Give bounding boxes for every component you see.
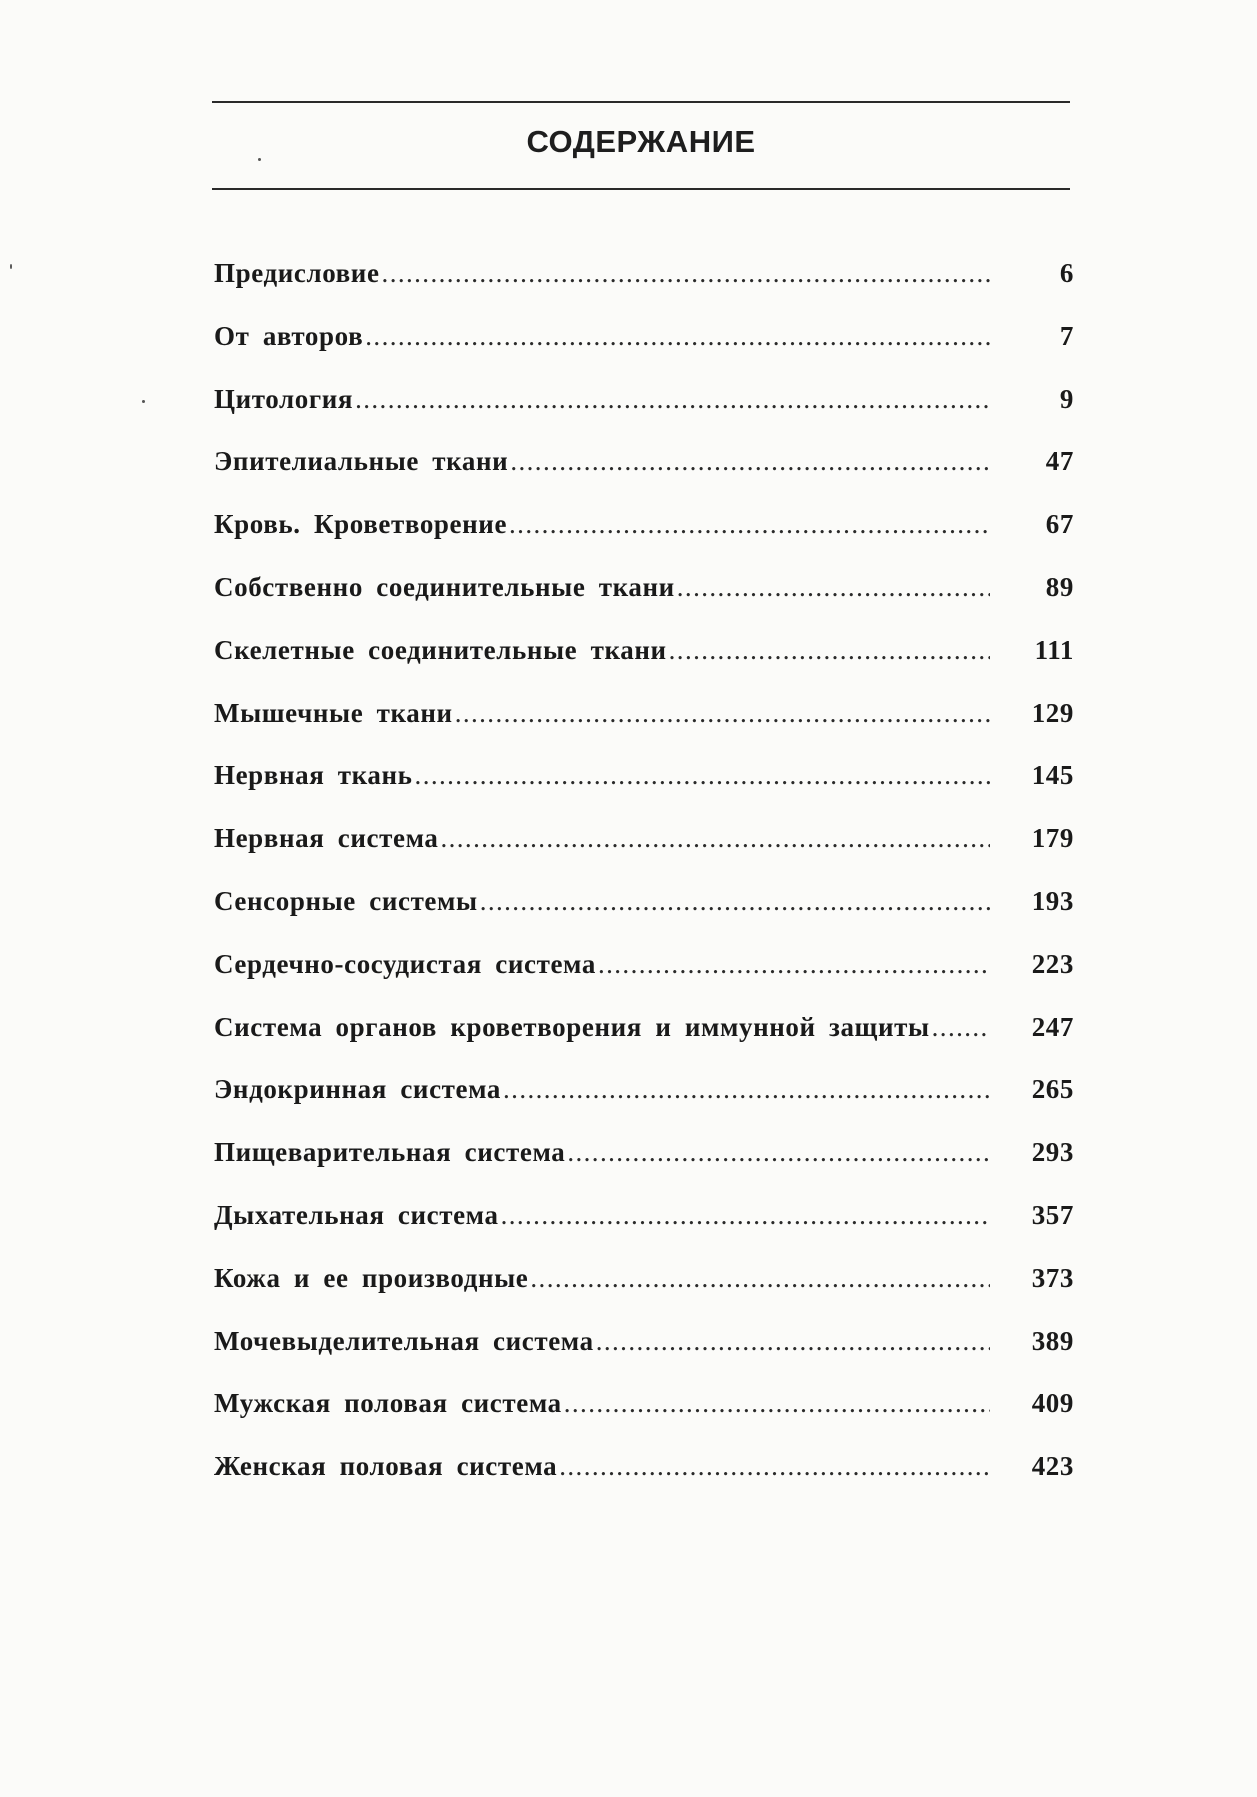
toc-entry-title: Эндокринная система: [214, 1074, 502, 1105]
dot-leader: [509, 509, 990, 540]
table-of-contents: [214, 258, 1074, 1514]
print-speck: [258, 158, 261, 161]
print-speck: [10, 264, 12, 269]
toc-entry: [214, 635, 1074, 698]
toc-entry-page: 6: [1059, 258, 1074, 288]
toc-entry-title: Женская половая система: [214, 1451, 558, 1482]
dot-leader: [440, 823, 990, 854]
dot-leader: [455, 698, 990, 729]
toc-entry-title: Кожа и ее производные: [214, 1262, 529, 1293]
dot-leader: [530, 1263, 990, 1294]
toc-entry: [214, 321, 1074, 384]
toc-entry-page: 7: [1059, 320, 1074, 351]
toc-entry-title: Кровь. Кроветворение: [214, 509, 508, 540]
toc-entry: [214, 1137, 1074, 1200]
toc-entry: [214, 1012, 1074, 1075]
dot-leader: [567, 1137, 990, 1168]
toc-entry-title: Мужская половая система: [214, 1388, 562, 1419]
toc-entry-page: 145: [1031, 760, 1074, 791]
toc-entry-title: Предисловие: [214, 258, 380, 288]
toc-entry-title: Нервная система: [214, 823, 439, 854]
toc-entry: [214, 1263, 1074, 1326]
toc-entry-page: 223: [1031, 948, 1074, 979]
toc-entry-page: 111: [1034, 634, 1074, 665]
toc-entry: [214, 1074, 1074, 1137]
toc-entry: [214, 384, 1074, 447]
toc-entry: [214, 823, 1074, 886]
dot-leader: [596, 1326, 990, 1357]
toc-entry: [214, 1388, 1074, 1451]
toc-entry-page: 47: [1045, 446, 1074, 477]
toc-entry: [214, 258, 1074, 321]
dot-leader: [677, 572, 990, 603]
toc-entry-page: 9: [1059, 383, 1074, 414]
dot-leader: [510, 446, 990, 477]
dot-leader: [501, 1200, 990, 1231]
toc-entry: [214, 760, 1074, 823]
dot-leader: [503, 1074, 990, 1105]
toc-entry-page: 389: [1031, 1325, 1074, 1356]
toc-entry-page: 373: [1031, 1262, 1074, 1293]
toc-entry-title: Мышечные ткани: [214, 697, 453, 728]
toc-entry-title: От авторов: [214, 320, 364, 351]
dot-leader: [480, 886, 990, 917]
bottom-rule: [212, 188, 1070, 190]
top-rule: [212, 101, 1070, 103]
toc-entry-title: Собственно соединительные ткани: [214, 571, 675, 602]
toc-entry: [214, 1451, 1074, 1514]
toc-entry-title: Пищеварительная система: [214, 1137, 566, 1168]
toc-entry-title: Эпителиальные ткани: [214, 446, 509, 477]
dot-leader: [669, 635, 990, 666]
dot-leader: [598, 949, 990, 980]
toc-entry-title: Сердечно-сосудистая система: [214, 948, 596, 979]
toc-entry: [214, 949, 1074, 1012]
dot-leader: [382, 258, 990, 289]
toc-entry-title: Дыхательная система: [214, 1199, 499, 1230]
toc-entry: [214, 509, 1074, 572]
toc-entry: [214, 572, 1074, 635]
dot-leader: [365, 321, 990, 352]
toc-entry-page: 293: [1031, 1137, 1074, 1168]
toc-entry: [214, 698, 1074, 761]
dot-leader: [932, 1012, 990, 1043]
toc-entry-page: 193: [1031, 885, 1074, 916]
toc-entry-page: 179: [1031, 823, 1074, 854]
toc-entry-page: 265: [1031, 1074, 1074, 1105]
toc-entry: [214, 446, 1074, 509]
dot-leader: [415, 760, 990, 791]
toc-entry-page: 247: [1031, 1011, 1074, 1042]
toc-entry-title: Система органов кроветворения и иммунной защиты: [214, 1011, 930, 1042]
toc-entry-page: 89: [1045, 571, 1074, 602]
toc-entry-page: 423: [1031, 1451, 1074, 1482]
toc-entry: [214, 1200, 1074, 1263]
toc-entry-title: Мочевыделительная система: [214, 1325, 594, 1356]
page-title: СОДЕРЖАНИЕ: [526, 124, 756, 159]
toc-entry-title: Цитология: [214, 383, 354, 414]
toc-entry-page: 409: [1031, 1388, 1074, 1419]
toc-entry-page: 357: [1031, 1199, 1074, 1230]
toc-entry: [214, 886, 1074, 949]
print-speck: [142, 400, 145, 403]
toc-entry-page: 129: [1031, 697, 1074, 728]
dot-leader: [355, 384, 990, 415]
toc-entry-title: Сенсорные системы: [214, 885, 478, 916]
toc-entry-title: Скелетные соединительные ткани: [214, 634, 667, 665]
toc-entry: [214, 1326, 1074, 1389]
toc-entry-page: 67: [1045, 509, 1074, 540]
dot-leader: [564, 1388, 990, 1419]
toc-entry-title: Нервная ткань: [214, 760, 413, 791]
dot-leader: [559, 1451, 990, 1482]
